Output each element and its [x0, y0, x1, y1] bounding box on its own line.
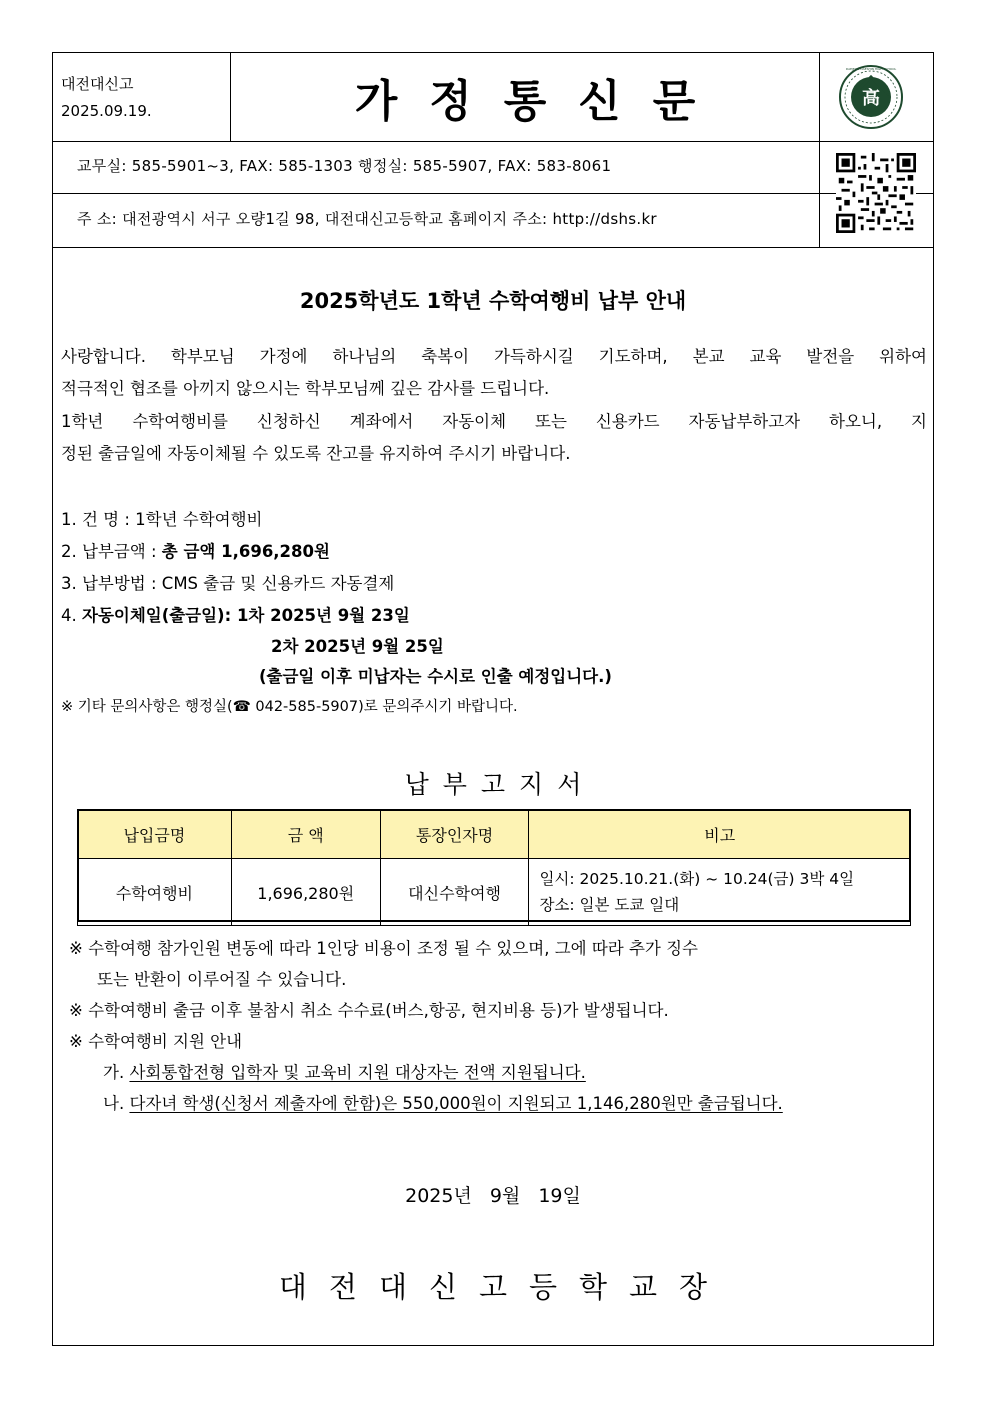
item-method: 3. 납부방법 : CMS 출금 및 신용카드 자동결제 — [61, 574, 395, 593]
header-item-name: 납입금명 — [78, 810, 232, 859]
instruction-line-2: 정된 출금일에 자동이체될 수 있도록 잔고를 유지하여 주시기 바랍니다. — [61, 444, 571, 463]
school-logo-icon — [839, 65, 903, 129]
remark-participants-2: 또는 반환이 이루어질 수 있습니다. — [97, 970, 347, 989]
greeting-line-2: 적극적인 협조를 아끼지 않으시는 학부모님께 깊은 감사를 드립니다. — [61, 379, 550, 398]
bill-title: 납부고지서 — [404, 770, 596, 799]
logo-ring-text: DAEJEON DAESHIN HIGH SCHOOL — [845, 67, 897, 71]
table-header-row — [78, 810, 911, 859]
header-remark: 비고 — [529, 810, 911, 859]
remark-cancel-fee: ※ 수학여행비 출금 이후 불참시 취소 수수료(버스,항공, 현지비용 등)가 발생됩니다. — [69, 1001, 669, 1020]
remark-support-b: 나. 다자녀 학생(신청서 제출자에 한함)은 550,000원이 지원되고 1,146,280원만 출금됩니다. — [103, 1094, 783, 1113]
item-debit-date: 4. 자동이체일(출금일): 1차 2025년 9월 23일 — [61, 606, 410, 625]
cell-account-name: 대신수학여행 — [380, 859, 529, 926]
issue-date-footer: 2025년 9월 19일 — [405, 1185, 581, 1207]
item-subject: 1. 건 명 : 1학년 수학여행비 — [61, 510, 263, 529]
school-short-name: 대전대신고 2025.09.19. — [61, 71, 152, 125]
remark-support: ※ 수학여행비 지원 안내 — [69, 1032, 243, 1051]
item-debit-date-2: 2차 2025년 9월 25일 — [271, 637, 444, 656]
letterhead — [53, 53, 933, 247]
table-row — [78, 859, 911, 926]
greeting-line-1: 사랑합니다. 학부모님 가정에 하나님의 축복이 가득하시길 기도하며, 본교 교육 발전을 위하여 — [61, 347, 927, 366]
cell-amount: 1,696,280원 — [231, 859, 380, 926]
signer: 대전대신고등학교장 — [278, 1270, 730, 1304]
header-account-name: 통장인자명 — [380, 810, 529, 859]
document-frame — [52, 52, 934, 1346]
contact-info: 교무실: 585-5901~3, FAX: 585-1303 행정실: 585-5907, FAX: 583-8061 — [77, 157, 612, 175]
instruction-line-1: 1학년 수학여행비를 신청하신 계좌에서 자동이체 또는 신용카드 자동납부하고자 하오니, 지 — [61, 412, 927, 431]
issue-date: 2025.09.19. — [61, 102, 152, 120]
remark-participants-1: ※ 수학여행 참가인원 변동에 따라 1인당 비용이 조정 될 수 있으며, 그에 따라 추가 징수 — [69, 939, 698, 958]
logo-center: 高 — [862, 88, 880, 109]
qr-code-icon — [836, 153, 916, 233]
cell-item-name: 수학여행비 — [78, 859, 232, 926]
notice-title: 2025학년도 1학년 수학여행비 납부 안내 — [299, 289, 687, 313]
item-debit-note: (출금일 이후 미납자는 수시로 인출 예정입니다.) — [259, 667, 612, 686]
address-info: 주 소: 대전광역시 서구 오량1길 98, 대전대신고등학교 홈페이지 주소: http://dshs.kr — [77, 210, 657, 228]
page-title: 가정통신문 — [354, 76, 728, 127]
inquiry-note: ※ 기타 문의사항은 행정실(☎ 042-585-5907)로 문의주시기 바랍니다. — [61, 699, 518, 715]
header-amount: 금 액 — [231, 810, 380, 859]
remark-support-a: 가. 사회통합전형 입학자 및 교육비 지원 대상자는 전액 지원됩니다. — [103, 1063, 586, 1082]
bill-table — [77, 809, 911, 926]
cell-remark: 일시: 2025.10.21.(화) ~ 10.24(금) 3박 4일 장소: 일본 도쿄 일대 — [529, 859, 911, 926]
item-amount: 2. 납부금액 : 총 금액 1,696,280원 — [61, 542, 330, 561]
